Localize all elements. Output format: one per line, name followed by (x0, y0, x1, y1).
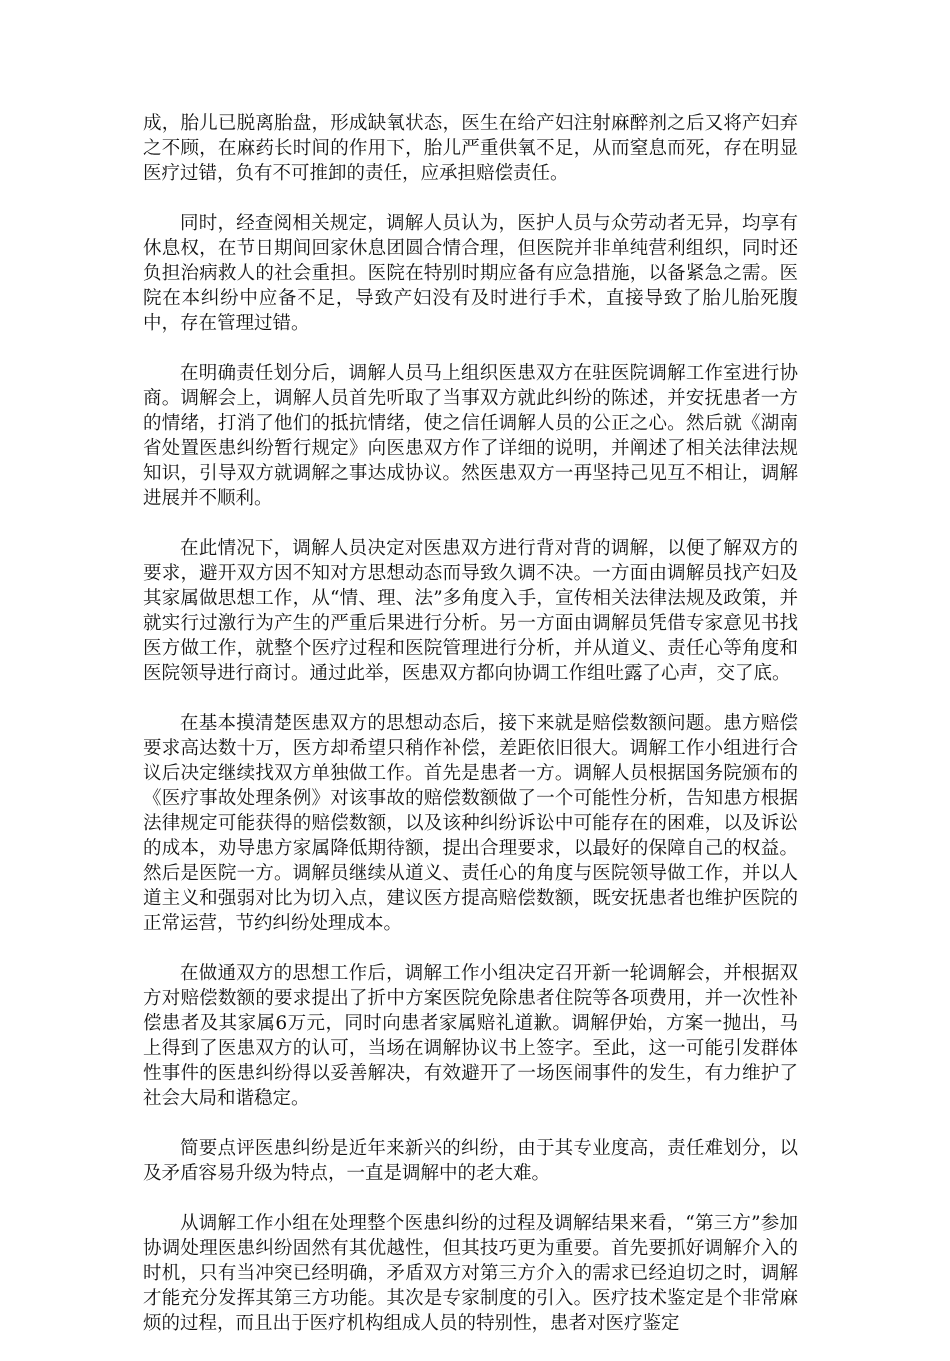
paragraph-8: 从调解工作小组在处理整个医患纠纷的过程及调解结果来看，“第三方”参加协调处理医患纠纷固然有其优越性，但其技巧更为重要。首先要抓好调解介入的时机，只有当冲突已经明确，矛盾双方对第三方介入的需求已经迫切之时，调解才能充分发挥其第三方功能。其次是专家制度的引入。医疗技术鉴定是个非常麻烦的过程，而且出于医疗机构组成人员的特别性，患者对医疗鉴定 (143, 1213, 798, 1334)
paragraph-7: 简要点评医患纠纷是近年来新兴的纠纷，由于其专业度高，责任难划分，以及矛盾容易升级为特点，一直是调解中的老大难。 (143, 1138, 798, 1184)
paragraph-2: 同时，经查阅相关规定，调解人员认为，医护人员与众劳动者无异，均享有休息权，在节日期间回家休息团圆合情合理，但医院并非单纯营利组织，同时还负担治病救人的社会重担。医院在特别时期应备有应急措施，以备紧急之需。医院在本纠纷中应备不足，导致产妇没有及时进行手术，直接导致了胎儿胎死腹中，存在管理过错。 (143, 213, 798, 334)
document-body (143, 111, 798, 1361)
paragraph-3: 在明确责任划分后，调解人员马上组织医患双方在驻医院调解工作室进行协商。调解会上，调解人员首先听取了当事双方就此纠纷的陈述，并安抚患者一方的情绪，打消了他们的抵抗情绪，使之信任调解人员的公正之心。然后就《湖南省处置医患纠纷暂行规定》向医患双方作了详细的说明，并阐述了相关法律法规知识，引导双方就调解之事达成协议。然医患双方一再坚持己见互不相让，调解进展并不顺利。 (143, 363, 798, 509)
paragraph-6: 在做通双方的思想工作后，调解工作小组决定召开新一轮调解会，并根据双方对赔偿数额的要求提出了折中方案医院免除患者住院等各项费用，并一次性补偿患者及其家属6万元，同时向患者家属赔礼道歉。调解伊始，方案一抛出，马上得到了医患双方的认可，当场在调解协议书上签字。至此，这一可能引发群体性事件的医患纠纷得以妥善解决，有效避开了一场医闹事件的发生，有力维护了社会大局和谐稳定。 (143, 963, 798, 1109)
paragraph-5: 在基本摸清楚医患双方的思想动态后，接下来就是赔偿数额问题。患方赔偿要求高达数十万，医方却希望只稍作补偿，差距依旧很大。调解工作小组进行合议后决定继续找双方单独做工作。首先是患者一方。调解人员根据国务院颁布的《医疗事故处理条例》对该事故的赔偿数额做了一个可能性分析，告知患方根据法律规定可能获得的赔偿数额，以及该种纠纷诉讼中可能存在的困难，以及诉讼的成本，劝导患方家属降低期待额，提出合理要求，以最好的保障自己的权益。然后是医院一方。调解员继续从道义、责任心的角度与医院领导做工作，并以人道主义和强弱对比为切入点，建议医方提高赔偿数额，既安抚患者也维护医院的正常运营，节约纠纷处理成本。 (143, 713, 798, 934)
paragraph-1: 成，胎儿已脱离胎盘，形成缺氧状态，医生在给产妇注射麻醉剂之后又将产妇弃之不顾，在麻药长时间的作用下，胎儿严重供氧不足，从而窒息而死，存在明显医疗过错，负有不可推卸的责任，应承担赔偿责任。 (143, 113, 798, 184)
paragraph-4: 在此情况下，调解人员决定对医患双方进行背对背的调解，以便了解双方的要求，避开双方因不知对方思想动态而导致久调不决。一方面由调解员找产妇及其家属做思想工作，从“情、理、法”多角度入手，宣传相关法律法规及政策，并就实行过激行为产生的严重后果进行分析。另一方面由调解员凭借专家意见书找医方做工作，就整个医疗过程和医院管理进行分析，并从道义、责任心等角度和医院领导进行商讨。通过此举，医患双方都向协调工作组吐露了心声，交了底。 (143, 538, 798, 684)
